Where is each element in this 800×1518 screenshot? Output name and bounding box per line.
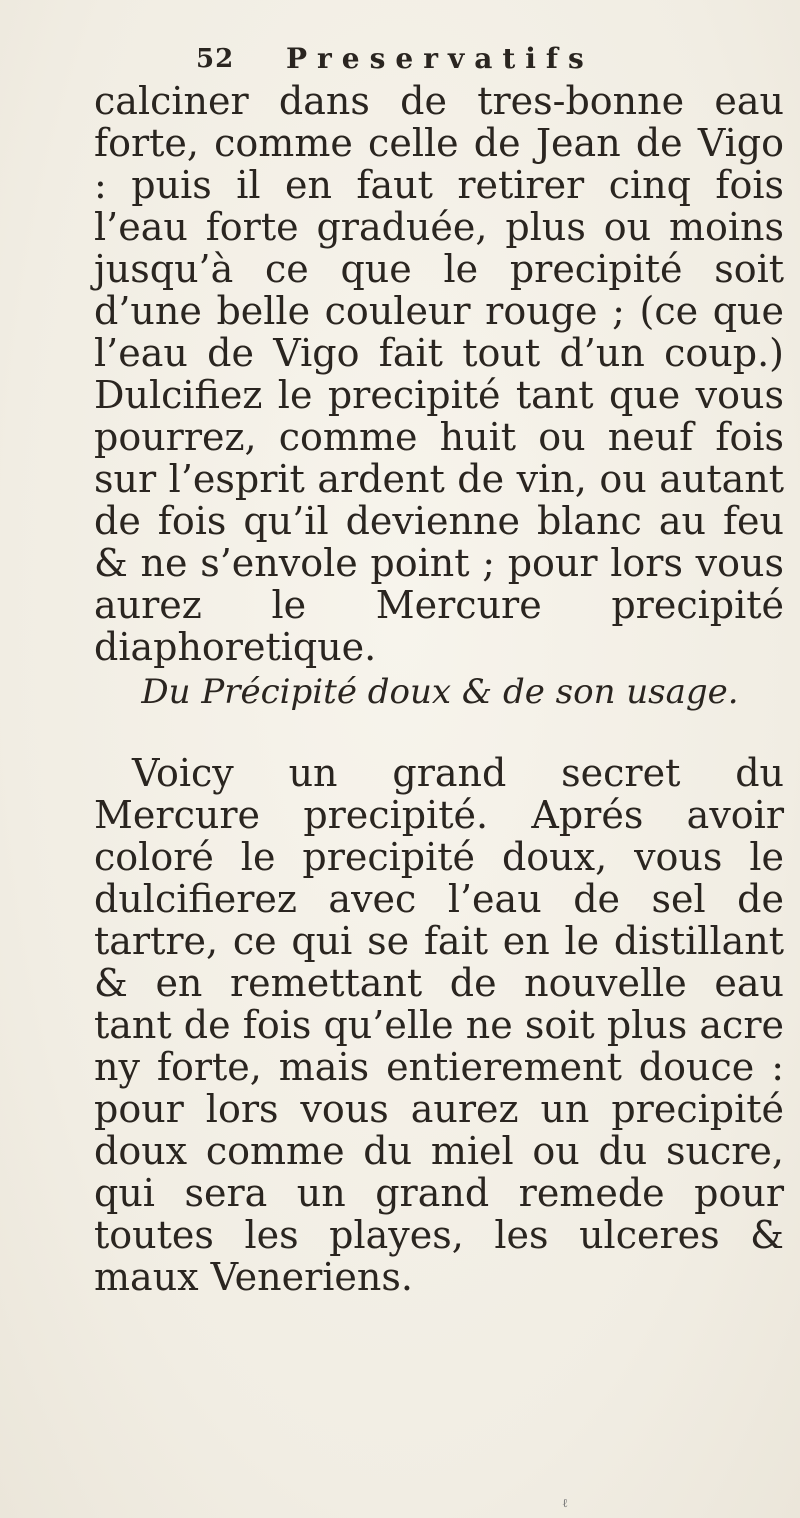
paragraph-secret: [94, 752, 784, 1298]
paragraph-continued: [94, 80, 784, 668]
paragraph-text: Voicy un grand secret du Mercure precipité. Aprés avoir coloré le precipité doux, vous le dulcifierez avec l’eau de sel de tartre, ce qui se fait en le distillant & en remettant de nouvelle eau tant de fois qu’elle ne soit plus acre ny forte, mais entierement douce : pour lors vous aurez un precipité doux comme du miel ou du sucre, qui sera un grand remede pour toutes les playes, les ulceres & maux Veneriens.: [94, 751, 784, 1299]
paragraph-text: calciner dans de tres-bonne eau forte, comme celle de Jean de Vigo : puis il en faut retirer cinq fois l’eau forte graduée, plus ou moins jusqu’à ce que le precipité soit d’une belle couleur rouge ; (ce que l’eau de Vigo fait tout d’un coup.) Dulcifiez le precipité tant que vous pourrez, comme huit ou neuf fois sur l’esprit ardent de vin, ou autant de fois qu’il devienne blanc au feu & ne s’envole point ; pour lors vous aurez le Mercure precipité diaphoretique.: [94, 79, 784, 669]
page-number: 52: [196, 44, 235, 74]
footer-mark: ℓ: [562, 1496, 568, 1510]
section-heading: Du Précipité doux & de son usage.: [141, 672, 739, 712]
running-title: Preservatifs: [286, 42, 594, 75]
